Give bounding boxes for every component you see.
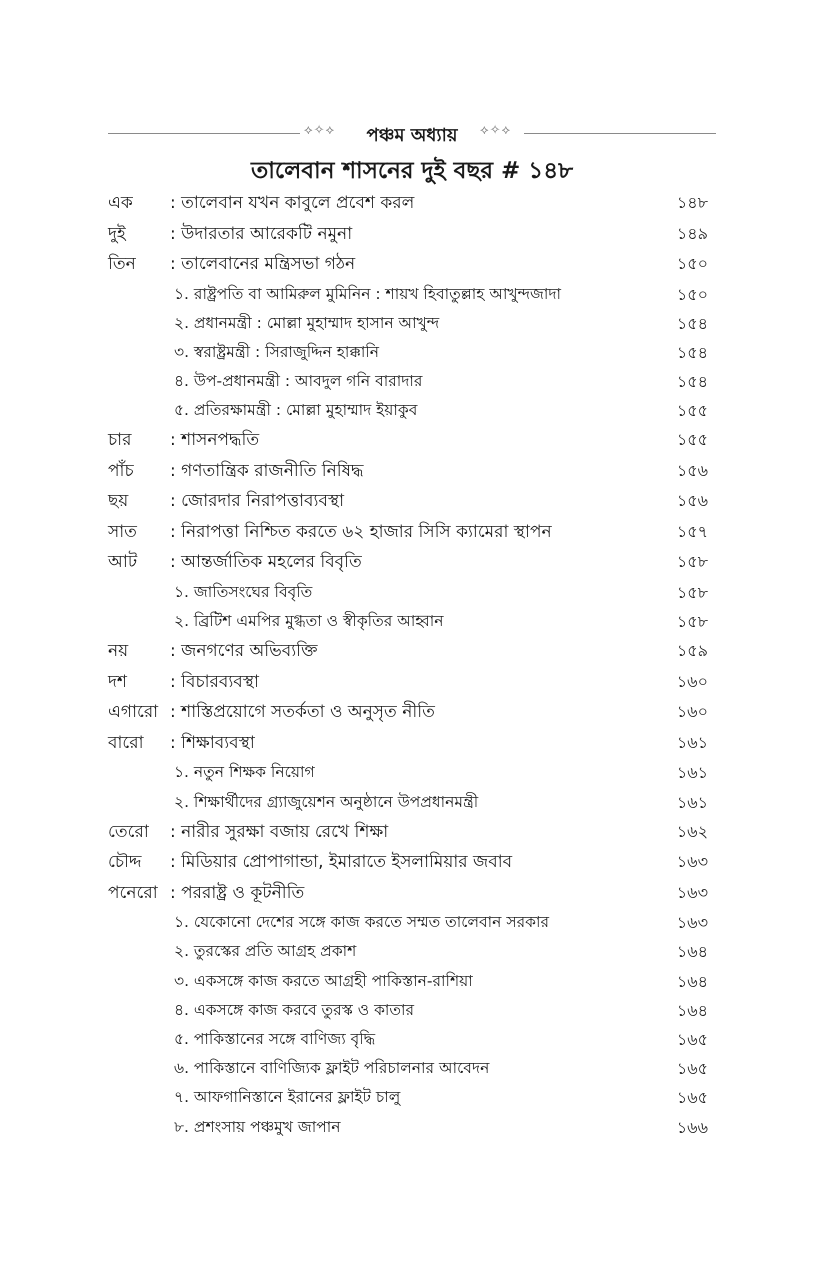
toc-page-number: ১৬০	[676, 671, 708, 691]
toc-entry-number: এক	[108, 193, 133, 213]
toc-entry-number: চার	[108, 430, 132, 451]
toc-entry-title: : তালেবান যখন কাবুলে প্রবেশ করল	[170, 193, 415, 213]
toc-page-number: ১৫৪	[676, 342, 708, 362]
toc-entry-number: ছয়	[108, 491, 129, 512]
toc-entry-number: দশ	[108, 671, 127, 692]
toc-subentry[interactable]	[0, 758, 825, 787]
toc-entry-title: : নারীর সুরক্ষা বজায় রেখে শিক্ষা	[170, 821, 389, 842]
toc-page-number: ১৪৮	[676, 193, 708, 212]
toc-entry-title: : উদারতার আরেকটি নমুনা	[170, 223, 353, 244]
toc-entry-title: ১. নতুন শিক্ষক নিয়োগ	[174, 763, 315, 782]
toc-page-number: ১৬১	[676, 732, 708, 752]
toc-entry[interactable]	[0, 728, 825, 759]
toc-entry[interactable]	[0, 517, 825, 548]
toc-page-number: ১৫৪	[676, 372, 708, 392]
toc-entry-number: দুই	[108, 223, 126, 244]
toc-subentry[interactable]	[0, 1054, 825, 1083]
toc-subentry[interactable]	[0, 607, 825, 636]
toc-subentry[interactable]	[0, 937, 825, 966]
chapter-title: পঞ্চম অধ্যায়	[366, 125, 458, 146]
ornament-right-icon: ⟡✧⟡	[480, 123, 512, 138]
toc-page-number: ১৬২	[676, 821, 708, 841]
divider-left	[108, 133, 300, 134]
divider-right	[524, 133, 716, 134]
toc-subentry[interactable]	[0, 578, 825, 607]
toc-entry-title: ২. তুরস্কের প্রতি আগ্রহ প্রকাশ	[174, 942, 357, 961]
toc-page-number: ১৬৪	[676, 1000, 708, 1020]
toc-entry[interactable]	[0, 188, 825, 219]
toc-page-number: ১৫৬	[676, 460, 708, 480]
toc-page-number: ১৫৮	[676, 582, 708, 602]
toc-entry-title: : শাস্তিপ্রয়োগে সতর্কতা ও অনুসৃত নীতি	[170, 702, 435, 723]
toc-subentry[interactable]	[0, 280, 825, 309]
toc-entry-title: : শিক্ষাব্যবস্থা	[170, 732, 255, 753]
toc-entry-number: বারো	[108, 732, 144, 753]
toc-entry-title: : বিচারব্যবস্থা	[170, 671, 259, 692]
toc-entry-number: আট	[108, 552, 138, 573]
toc-page-number: ১৬৫	[676, 1059, 708, 1079]
toc-entry[interactable]	[0, 249, 825, 280]
chapter-header	[108, 118, 716, 148]
toc-page-number: ১৫৬	[676, 491, 708, 511]
toc-entry-title: ৬. পাকিস্তানে বাণিজ্যিক ফ্লাইট পরিচালনার আবেদন	[174, 1059, 490, 1078]
toc-entry-title: : তালেবানের মন্ত্রিসভা গঠন	[170, 254, 356, 274]
toc-entry-title: ৫. পাকিস্তানের সঙ্গে বাণিজ্য বৃদ্ধি	[174, 1029, 376, 1048]
toc-page-number: ১৬৫	[676, 1088, 708, 1108]
toc-entry-title: ৭. আফগানিস্তানে ইরানের ফ্লাইট চালু	[174, 1088, 401, 1107]
toc-entry[interactable]	[0, 486, 825, 517]
toc-entry-title: ২. শিক্ষার্থীদের গ্র্যাজুয়েশন অনুষ্ঠানে উপপ্রধানমন্ত্রী	[174, 792, 479, 811]
toc-entry-title: ৮. প্রশংসায় পঞ্চমুখ জাপান	[174, 1117, 341, 1136]
toc-page-number: ১৬১	[676, 792, 708, 812]
toc-entry-title: : গণতান্ত্রিক রাজনীতি নিষিদ্ধ	[170, 460, 364, 481]
toc-page-number: ১৫৭	[676, 521, 708, 541]
toc-subentry[interactable]	[0, 338, 825, 367]
toc-subentry[interactable]	[0, 1083, 825, 1112]
toc-entry[interactable]	[0, 878, 825, 909]
toc-entry-number: পাঁচ	[108, 460, 134, 481]
toc-entry[interactable]	[0, 847, 825, 878]
toc-subentry[interactable]	[0, 367, 825, 396]
toc-entry-number: চৌদ্দ	[108, 852, 142, 873]
toc-subentry[interactable]	[0, 309, 825, 338]
toc-page-number: ১৬৩	[676, 882, 708, 902]
toc-entry-number: তিন	[108, 254, 136, 274]
toc-entry[interactable]	[0, 667, 825, 698]
toc-entry-title: ৩. স্বরাষ্ট্রমন্ত্রী : সিরাজুদ্দিন হাক্কানি	[174, 342, 380, 361]
toc-entry-title: ১. জাতিসংঘের বিবৃতি	[174, 582, 313, 601]
toc-subentry[interactable]	[0, 1025, 825, 1054]
toc-page-number: ১৫৮	[676, 612, 708, 632]
toc-entry[interactable]	[0, 636, 825, 667]
toc-entry-title: : শাসনপদ্ধতি	[170, 430, 260, 451]
toc-page-number: ১৪৯	[676, 223, 708, 243]
table-of-contents	[0, 188, 825, 1142]
toc-entry-title: : পররাষ্ট্র ও কূটনীতি	[170, 882, 305, 903]
toc-entry-title: ১. রাষ্ট্রপতি বা আমিরুল মুমিনিন : শায়খ হিবাতুল্লাহ আখুন্দজাদা	[174, 284, 562, 303]
toc-page-number: ১৬০	[676, 702, 708, 722]
toc-page-number: ১৬৩	[676, 852, 708, 872]
toc-page-number: ১৫০	[676, 284, 708, 304]
toc-page-number: ১৫৪	[676, 313, 708, 333]
toc-subentry[interactable]	[0, 396, 825, 425]
ornament-left-icon: ⟡✧⟡	[304, 123, 336, 138]
toc-entry-number: পনেরো	[108, 882, 158, 903]
toc-entry-title: : মিডিয়ার প্রোপাগান্ডা, ইমারাতে ইসলামিয়ার জবাব	[170, 852, 513, 873]
toc-entry-title: ৫. প্রতিরক্ষামন্ত্রী : মোল্লা মুহাম্মাদ ইয়াকুব	[174, 401, 418, 420]
toc-subentry[interactable]	[0, 788, 825, 817]
toc-entry-title: ১. যেকোনো দেশের সঙ্গে কাজ করতে সম্মত তালেবান সরকার	[174, 913, 549, 932]
toc-entry-title: : জনগণের অভিব্যক্তি	[170, 641, 318, 662]
toc-entry-number: সাত	[108, 521, 137, 542]
toc-page-number: ১৬৪	[676, 971, 708, 991]
toc-subentry[interactable]	[0, 908, 825, 937]
toc-subentry[interactable]	[0, 967, 825, 996]
toc-entry-title: : নিরাপত্তা নিশ্চিত করতে ৬২ হাজার সিসি ক্যামেরা স্থাপন	[170, 521, 552, 542]
toc-entry-title: ৪. একসঙ্গে কাজ করবে তুরস্ক ও কাতার	[174, 1000, 415, 1019]
toc-entry-number: এগারো	[108, 702, 159, 723]
toc-entry[interactable]	[0, 547, 825, 578]
toc-entry-title: ৪. উপ-প্রধানমন্ত্রী : আবদুল গনি বারাদার	[174, 372, 423, 391]
toc-page-number: ১৬৩	[676, 913, 708, 933]
toc-subentry[interactable]	[0, 1113, 825, 1142]
toc-entry[interactable]	[0, 456, 825, 487]
toc-entry[interactable]	[0, 425, 825, 456]
toc-entry-title: ২. প্রধানমন্ত্রী : মোল্লা মুহাম্মাদ হাসান আখুন্দ	[174, 313, 440, 332]
toc-entry-title: : জোরদার নিরাপত্তাব্যবস্থা	[170, 491, 345, 512]
toc-page-number: ১৬৪	[676, 942, 708, 962]
section-title: তালেবান শাসনের দুই বছর # ১৪৮	[250, 158, 574, 184]
toc-page-number: ১৫৯	[676, 641, 708, 661]
toc-entry-number: নয়	[108, 641, 129, 662]
toc-entry[interactable]	[0, 697, 825, 728]
toc-entry[interactable]	[0, 219, 825, 250]
toc-page-number: ১৫৮	[676, 552, 708, 572]
toc-page-number: ১৬১	[676, 763, 708, 783]
toc-entry-number: তেরো	[108, 821, 149, 842]
toc-page-number: ১৬৫	[676, 1029, 708, 1049]
toc-page-number: ১৫৫	[676, 401, 708, 421]
toc-page-number: ১৬৬	[676, 1117, 708, 1137]
toc-entry[interactable]	[0, 817, 825, 848]
toc-page-number: ১৫০	[676, 254, 708, 273]
toc-entry-title: ৩. একসঙ্গে কাজ করতে আগ্রহী পাকিস্তান-রাশিয়া	[174, 971, 473, 990]
toc-entry-title: : আন্তর্জাতিক মহলের বিবৃতি	[170, 552, 362, 573]
toc-page-number: ১৫৫	[676, 430, 708, 450]
toc-entry-title: ২. ব্রিটিশ এমপির মুগ্ধতা ও স্বীকৃতির আহ্বান	[174, 612, 444, 631]
toc-subentry[interactable]	[0, 996, 825, 1025]
